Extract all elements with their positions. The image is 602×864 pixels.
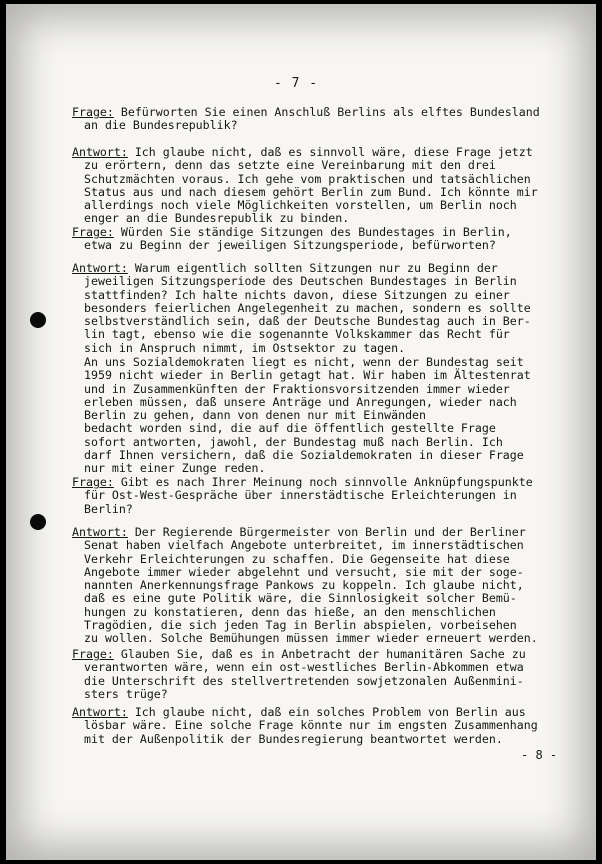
answer-label: Antwort: — [72, 261, 128, 275]
answer-label: Antwort: — [72, 145, 128, 159]
text-line: Schutzmächten voraus. Ich gehe vom praktischen und tatsächlichen — [84, 171, 531, 186]
answer-label: Antwort: — [72, 705, 128, 719]
text-line: sters trüge? — [84, 686, 168, 701]
question-label: Frage: — [72, 475, 114, 489]
text-line: sofort antworten, jawohl, der Bundestag muß nach Berlin. Ich — [84, 434, 503, 449]
text-line: jeweiligen Sitzungsperiode des Deutschen Bundestages in Berlin — [84, 274, 517, 289]
text-line: die Unterschrift des stellvertretenden sowjetzonalen Außenmini- — [84, 673, 524, 688]
text-line: erleben müssen, daß unsere Anträge und Anregungen, wieder nach — [84, 394, 517, 409]
text-line: sich in Anspruch nimmt, im Ostsektor zu tagen. — [84, 340, 406, 355]
question-label: Frage: — [72, 647, 114, 661]
answer-3 — [72, 526, 578, 646]
text-line: lösbar wäre. Eine solche Frage könnte nur im engsten Zusammenhang — [84, 718, 538, 733]
text-line: Befürworten Sie einen Anschluß Berlins als elftes Bundesland — [113, 105, 540, 119]
text-line: mit der Außenpolitik der Bundesregierung beantwortet werden. — [84, 731, 503, 746]
answer-4 — [72, 706, 578, 746]
answer-1 — [72, 146, 578, 226]
text-line: daß es eine gute Politik wäre, die Sinnlosigkeit solcher Bemü- — [84, 591, 517, 606]
question-label: Frage: — [72, 105, 114, 119]
question-2 — [72, 226, 578, 253]
page-number: - 7 - — [274, 76, 319, 91]
text-line: Angebote immer wieder abgelehnt und versucht, sie mit der soge- — [84, 564, 524, 579]
text-line: Tragödien, die sich jeden Tag in Berlin abspielen, vorbeisehen — [84, 618, 517, 633]
text-line: zu erörtern, denn das setzte eine Vereinbarung mit den drei — [84, 158, 496, 173]
answer-2-continued — [72, 356, 578, 476]
text-line: etwa zu Beginn der jeweiligen Sitzungsperiode, befürworten? — [84, 238, 496, 253]
text-line: hungen zu konstatieren, denn das hieße, an den menschlichen — [84, 604, 496, 619]
answer-label: Antwort: — [72, 525, 128, 539]
text-line: Status aus und nach diesem gehört Berlin zum Bund. Ich könnte mir — [84, 184, 538, 199]
text-line: darf Ihnen versichern, daß die Sozialdemokraten in dieser Frage — [84, 448, 524, 463]
text-line: Glauben Sie, daß es in Anbetracht der humanitären Sache zu — [113, 647, 526, 661]
text-line: Berlin? — [84, 501, 133, 516]
text-line: Gibt es nach Ihrer Meinung noch sinnvolle Anknüpfungspunkte — [113, 475, 533, 489]
text-line: enger an die Bundesrepublik zu binden. — [84, 211, 350, 226]
question-1 — [72, 106, 578, 133]
text-line: Berlin zu gehen, dann von denen nur mit Einwänden — [84, 408, 427, 423]
document-page — [6, 4, 596, 860]
punch-hole-top — [30, 312, 46, 328]
text-line: An uns Sozialdemokraten liegt es nicht, wenn der Bundestag seit — [84, 355, 524, 369]
text-line: Würden Sie ständige Sitzungen des Bundestages in Berlin, — [113, 225, 512, 239]
text-line: und in Zusammenkünften der Fraktionsvorsitzenden immer wieder — [84, 381, 510, 396]
punch-hole-bottom — [30, 514, 46, 530]
text-line: Der Regierende Bürgermeister von Berlin und der Berliner — [127, 525, 526, 539]
text-line: nur mit einer Zunge reden. — [84, 461, 266, 476]
question-3 — [72, 476, 578, 516]
text-line: Ich glaube nicht, daß es sinnvoll wäre, diese Frage jetzt — [127, 145, 533, 159]
text-line: Senat haben vielfach Angebote unterbreitet, im innerstädtischen — [84, 538, 524, 553]
text-line: Ich glaube nicht, daß ein solches Problem von Berlin aus — [127, 705, 526, 719]
question-4 — [72, 648, 578, 701]
text-line: nannten Anerkennungsfrage Pankows zu koppeln. Ich glaube nicht, — [84, 578, 524, 593]
text-line: Warum eigentlich sollten Sitzungen nur zu Beginn der — [127, 261, 498, 275]
answer-2 — [72, 262, 578, 355]
next-page-marker: - 8 - — [521, 748, 558, 762]
text-line: allerdings noch viele Möglichkeiten vorstellen, um Berlin noch — [84, 198, 517, 213]
text-line: verantworten wäre, wenn ein ost-westliches Berlin-Abkommen etwa — [84, 660, 524, 675]
text-line: an die Bundesrepublik? — [84, 118, 238, 133]
question-label: Frage: — [72, 225, 114, 239]
text-line: 1959 nicht wieder in Berlin getagt hat. Wir haben im Ältestenrat — [84, 368, 531, 383]
text-line: besonders feierlichen Angelegenheit zu machen, sondern es sollte — [84, 300, 531, 315]
text-line: für Ost-West-Gespräche über innerstädtische Erleichterungen in — [84, 488, 517, 503]
text-line: stattfinden? Ich halte nichts davon, diese Sitzungen zu einer — [84, 287, 510, 302]
text-line: Verkehr Erleichterungen zu schaffen. Die Gegenseite hat diese — [84, 551, 510, 566]
text-line: zu wollen. Solche Bemühungen müssen immer wieder erneuert werden. — [84, 631, 538, 646]
text-line: selbstverständlich sein, daß der Deutsche Bundestag auch in Ber- — [84, 314, 531, 329]
text-line: bedacht worden sind, die auf die öffentlich gestellte Frage — [84, 421, 496, 436]
text-line: lin tagt, ebenso wie die sogenannte Volkskammer das Recht für — [84, 327, 510, 342]
